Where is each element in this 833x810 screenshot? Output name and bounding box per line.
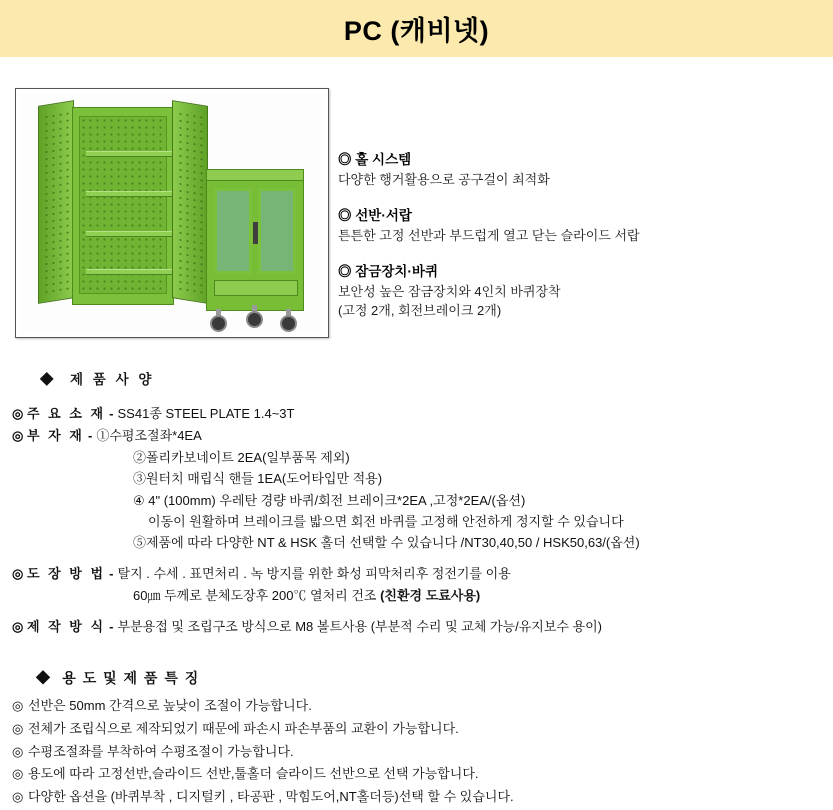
spec-mark: ◎ [12, 565, 24, 581]
usage-list [12, 696, 822, 810]
feature-heading [338, 204, 808, 224]
usage-mark: ◎ [12, 698, 24, 713]
page-title-banner [0, 0, 833, 57]
shelf [86, 151, 174, 157]
spec-subline: ③원터치 매립식 핸들 1EA(도어타입만 적용) [133, 471, 383, 487]
shelf [86, 269, 174, 275]
spec-dash: - [109, 406, 114, 421]
spec-dash: - [109, 619, 114, 635]
spec-section-mark: ◆ [40, 372, 57, 387]
usage-item [12, 696, 822, 717]
usage-item [12, 742, 822, 763]
usage-mark: ◎ [12, 720, 24, 736]
caster-wheel-icon [210, 315, 227, 332]
usage-item-text: 용도에 따라 고정선반,슬라이드 선반,툴홀더 슬라이드 선반으로 선택 가능합니다. [28, 766, 479, 782]
spec-label-text: 도 장 방 법 [26, 565, 106, 581]
spec-value: 탈지 . 수세 . 표면처리 . 녹 방지를 위한 화성 피막처리후 정전기를 이용 [117, 565, 511, 581]
usage-section-title-text: 용 도 및 제 품 특 징 [62, 670, 200, 686]
spec-dash: - [109, 565, 114, 581]
spec-block [12, 404, 822, 639]
spec-label-text: 제 작 방 식 [26, 619, 106, 635]
spec-label-text: 주 요 소 재 [26, 406, 106, 421]
usage-item-text: 수평조절좌를 부착하여 수평조절이 가능합니다. [28, 743, 294, 759]
feature-body: 튼튼한 고정 선반과 부드럽게 열고 닫는 슬라이드 서랍 [338, 227, 640, 243]
cabinet-left-door [38, 100, 74, 304]
feature-list [338, 148, 808, 334]
cabinet-top-panel [207, 170, 303, 181]
spec-row-material [12, 404, 822, 424]
usage-item-text: 선반은 50mm 간격으로 높낮이 조절이 가능합니다. [28, 698, 312, 713]
perforated-panel-icon [43, 110, 69, 294]
spec-label [12, 617, 114, 637]
feature-body-line2: (고정 2개, 회전브레이크 2개) [338, 302, 502, 318]
usage-item [12, 719, 822, 740]
usage-mark: ◎ [12, 743, 24, 759]
usage-mark: ◎ [12, 766, 24, 782]
feature-heading-text: 선반·서랍 [355, 207, 412, 223]
feature-mark: ◎ [338, 263, 352, 279]
product-photo-inner [20, 93, 324, 333]
cabinet-right-door [172, 100, 208, 304]
spec-subline: 이동이 원활하며 브레이크를 밟으면 회전 바퀴를 고정해 안전하게 정지할 수 있습니다 [148, 513, 624, 529]
feature-heading [338, 260, 808, 280]
feature-item [338, 204, 808, 246]
caster-wheel-icon [246, 311, 263, 328]
feature-heading [338, 148, 808, 168]
spec-section-title-text: 제 품 사 양 [70, 372, 155, 387]
spec-value: SS41종 STEEL PLATE 1.4~3T [117, 406, 295, 421]
usage-item [12, 764, 822, 785]
usage-item [12, 787, 822, 808]
spec-subline-text: 60㎛ 두께로 분체도장후 200℃ 열처리 건조 [133, 588, 381, 604]
spec-label-text: 부 자 재 [26, 428, 85, 444]
cabinet-closed-body [206, 169, 304, 311]
spec-dash: - [88, 428, 93, 444]
spec-label [12, 404, 114, 424]
usage-section-title [36, 668, 200, 688]
spec-subline: ②폴리카보네이트 2EA(일부품목 제외) [133, 450, 350, 466]
usage-mark: ◎ [12, 789, 24, 805]
feature-item [338, 260, 808, 321]
usage-section-mark: ◆ [36, 670, 52, 686]
feature-body: 다양한 행거활용으로 공구걸이 최적화 [338, 172, 550, 187]
spec-row-construction [12, 617, 822, 637]
product-photo [15, 88, 329, 338]
spec-subline-emphasis: (친환경 도료사용) [380, 588, 481, 604]
cabinet-open-body [72, 107, 174, 305]
spec-label [12, 564, 114, 584]
usage-item-text: 전체가 조립식으로 제작되었기 때문에 파손시 파손부품의 교환이 가능합니다. [28, 720, 459, 736]
spec-subline-coating [12, 586, 822, 606]
spec-subline: ⑤제품에 따라 다양한 NT & HSK 홀더 선택할 수 있습니다 /NT30,40,50 / HSK50,63/(옵션) [133, 534, 640, 550]
spec-mark: ◎ [12, 619, 24, 635]
caster-wheel-icon [280, 315, 297, 332]
spec-mark: ◎ [12, 406, 24, 421]
usage-item-text: 다양한 옵션을 (바퀴부착 , 디지털키 , 타공판 , 막힘도어,NT홀더등)선택 할 수 있습니다. [28, 789, 514, 805]
feature-heading-text: 잠금장치·바퀴 [355, 263, 439, 279]
page-title: PC (캐비넷) [343, 16, 490, 46]
feature-body-line1: 보안성 높은 잠금장치와 4인치 바퀴장착 [338, 283, 561, 299]
feature-mark: ◎ [338, 207, 352, 223]
shelf [86, 231, 174, 237]
glass-door-left [214, 188, 252, 274]
perforated-panel-icon [177, 110, 203, 294]
spec-value: ①수평조절좌*4EA [96, 428, 202, 444]
lock-icon [253, 222, 258, 244]
spec-label [12, 426, 92, 446]
spec-section-title [40, 368, 154, 388]
drawer-front [214, 280, 298, 296]
spec-subline: ④ 4" (100mm) 우레탄 경량 바퀴/회전 브레이크*2EA ,고정*2EA/(옵션) [133, 492, 526, 508]
cabinet-pegboard-back [79, 116, 167, 294]
feature-heading-text: 홀 시스템 [355, 152, 412, 167]
spec-row-coating [12, 564, 822, 584]
feature-item [338, 148, 808, 190]
glass-door-right [258, 188, 296, 274]
spec-value: 부분용접 및 조립구조 방식으로 M8 볼트사용 (부분적 수리 및 교체 가능/유지보수 용이) [117, 619, 602, 635]
feature-mark: ◎ [338, 152, 352, 167]
spec-row-subparts [12, 426, 822, 446]
shelf [86, 191, 174, 197]
spec-mark: ◎ [12, 428, 24, 444]
